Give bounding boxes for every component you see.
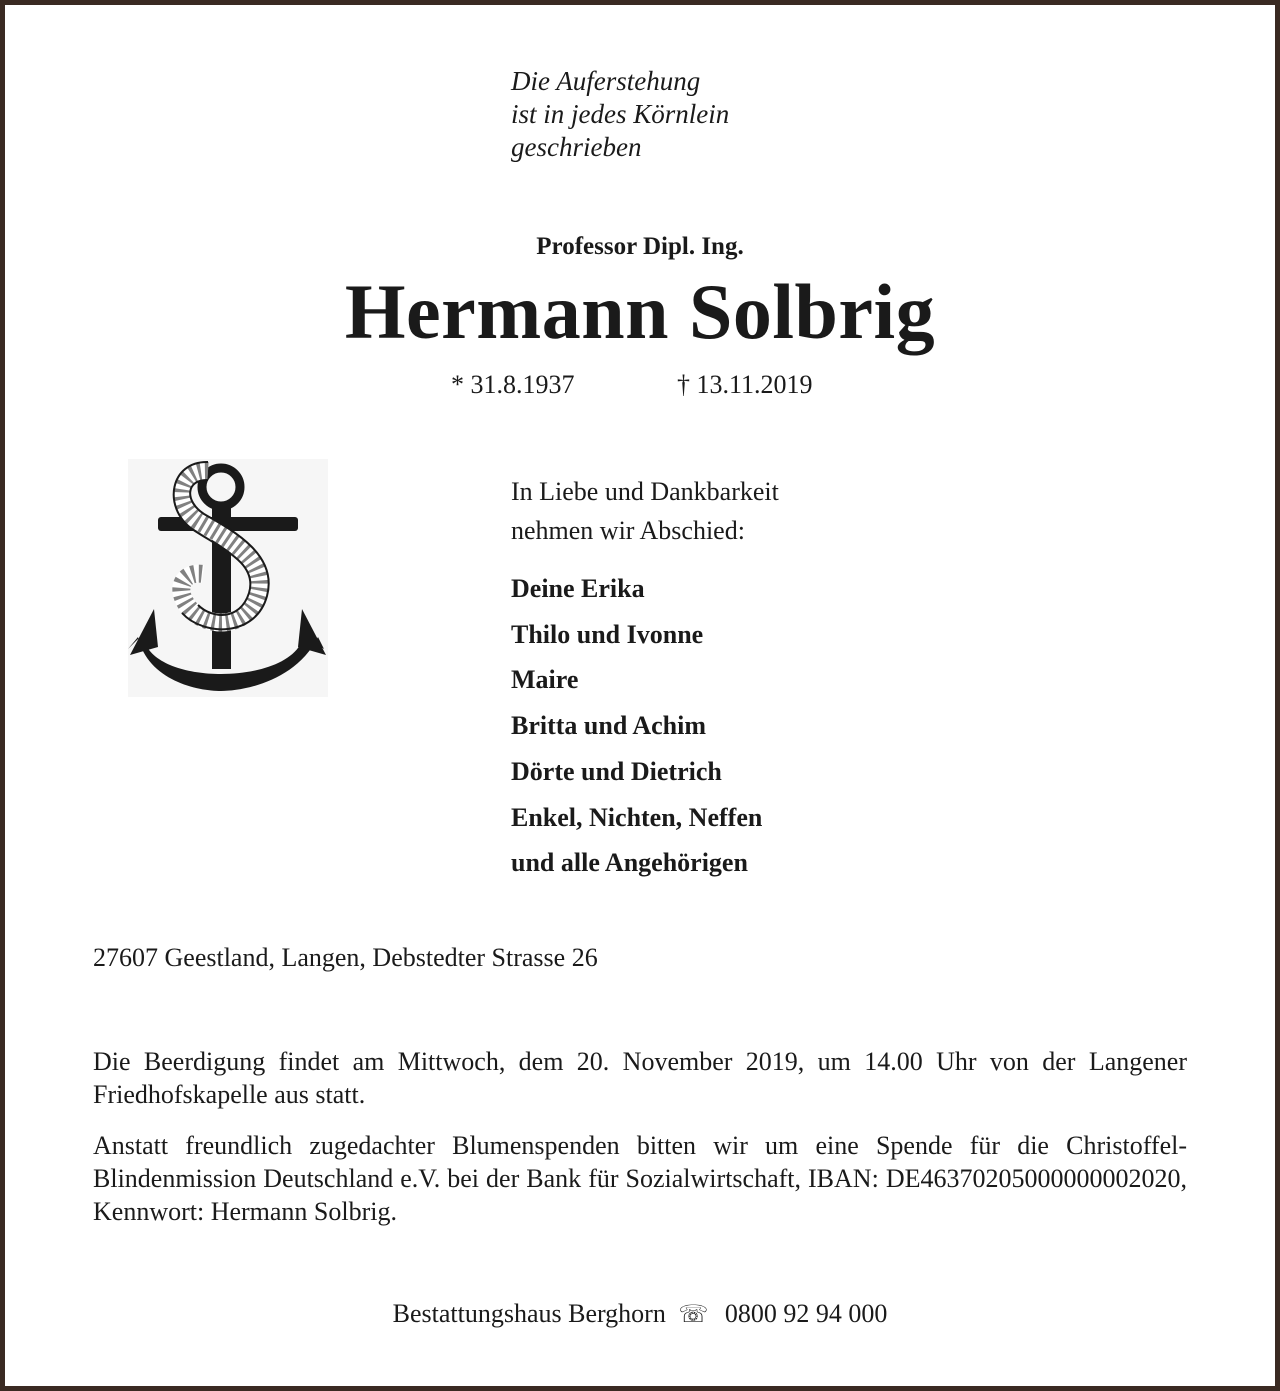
anchor-with-rope-icon <box>128 459 328 697</box>
mourner-entry: Enkel, Nichten, Neffen <box>511 802 763 832</box>
academic-title: Professor Dipl. Ing. <box>536 233 744 260</box>
quote-line: Die Auferstehung <box>511 66 701 96</box>
death-date: † 13.11.2019 <box>677 370 813 399</box>
undertaker-name: Bestattungshaus Berghorn <box>392 1299 666 1328</box>
mourner-entry: Britta und Achim <box>511 711 707 741</box>
quote-line: geschrieben <box>511 132 642 162</box>
undertaker-phone: 0800 92 94 000 <box>724 1299 888 1328</box>
mourners-list <box>511 566 762 886</box>
quote-line: ist in jedes Körnlein <box>511 99 730 129</box>
undertaker-footer <box>5 1299 1275 1329</box>
deceased-name: Hermann Solbrig <box>344 268 936 355</box>
funeral-notice: Die Beerdigung findet am Mittwoch, dem 20. November 2019, um 14.00 Uhr von der Langener Friedhofskapelle aus statt. <box>93 1047 1187 1109</box>
mourner-entry: Deine Erika <box>511 574 645 603</box>
birth-date: * 31.8.1937 <box>451 370 575 399</box>
mourner-entry: Dörte und Dietrich <box>511 756 722 786</box>
donation-notice: Anstatt freundlich zugedachter Blumenspenden bitten wir um eine Spende für die Christoffel-Blindenmission Deutschland e.V. bei der Bank für Sozialwirtschaft, IBAN: DE46370205000000002020, Kennwort: Hermann Solbrig. <box>93 1131 1187 1226</box>
farewell-line: In Liebe und Dankbarkeit <box>511 477 779 506</box>
family-address: 27607 Geestland, Langen, Debstedter Strasse 26 <box>93 943 598 972</box>
epigraph-quote <box>511 65 729 164</box>
mourner-entry: Maire <box>511 665 579 695</box>
farewell-text <box>511 472 779 550</box>
mourner-entry: Thilo und Ivonne <box>511 619 704 649</box>
mourner-entry: und alle Angehörigen <box>511 848 748 878</box>
obituary-page <box>5 5 1275 1386</box>
telephone-icon: ☏ <box>678 1302 709 1328</box>
farewell-line: nehmen wir Abschied: <box>511 516 745 545</box>
